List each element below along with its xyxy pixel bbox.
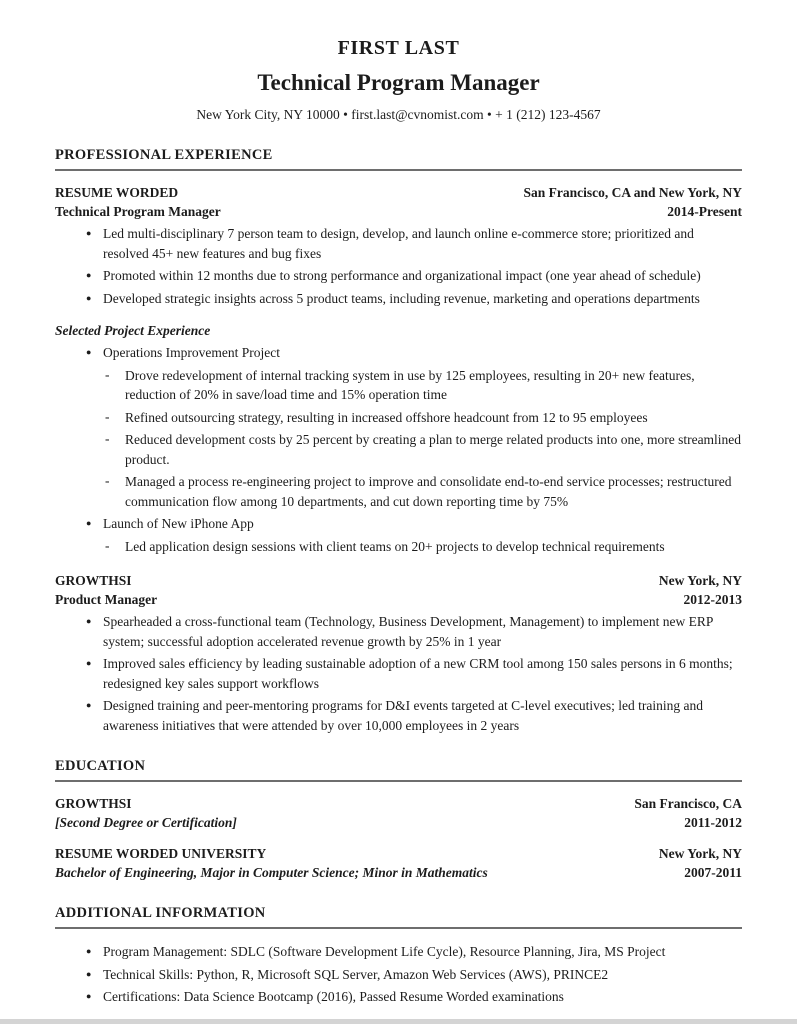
project-detail (55, 472, 742, 511)
bullet-text: Technical Skills: Python, R, Microsoft SQL Server, Amazon Web Services (AWS), PRINCE2 (103, 966, 609, 982)
role-dates: 2014-Present (667, 204, 742, 219)
section-education (55, 758, 742, 882)
project-detail-text: Drove redevelopment of internal tracking system in use by 125 employees, resulting in 20+ new features, reduction of 20% in save/load time and 15% operation time (125, 367, 695, 402)
bullet-text: Improved sales efficiency by leading sustainable adoption of a new CRM tool among 150 sales persons in 6 months; redesigned key sales support workflows (103, 656, 733, 691)
school-name: GROWTHSI (55, 796, 132, 811)
bullet-icon: ● (86, 616, 92, 626)
dash-icon: - (105, 473, 110, 488)
role-dates: 2012-2013 (683, 592, 742, 607)
bullet-icon: ● (86, 347, 92, 357)
bullet-text: Spearheaded a cross-functional team (Technology, Business Development, Management) to implement new ERP system; successful adoption accelerated revenue growth by 25% in 1 year (103, 614, 713, 649)
additional-body (55, 929, 742, 1007)
role-row (55, 590, 742, 609)
degree-dates: 2011-2012 (684, 815, 742, 830)
education-entry (55, 794, 742, 832)
project-item (55, 343, 742, 363)
experience-body (55, 171, 742, 735)
school-location: New York, NY (658, 846, 742, 861)
degree-row (55, 813, 742, 832)
bullet-icon: ● (86, 292, 92, 303)
section-heading-education: EDUCATION (55, 758, 742, 782)
candidate-name: FIRST LAST (337, 37, 460, 59)
resume-header (55, 36, 742, 124)
contact-line: New York City, NY 10000 • first.last@cvnomist.com • + 1 (212) 123-4567 (196, 107, 601, 122)
degree-dates: 2007-2011 (684, 865, 742, 880)
bullet-icon: ● (86, 968, 92, 979)
project-detail-text: Led application design sessions with client teams on 20+ projects to develop technical requirements (125, 538, 665, 554)
bullet-text: Promoted within 12 months due to strong performance and organizational impact (one year ahead of schedule) (103, 268, 701, 283)
job-entry-growthsi (55, 571, 742, 735)
bullet-text: Designed training and peer-mentoring programs for D&I events targeted at C-level executives; led training and awareness initiatives that were attended by over 10,000 employees in 2 years (103, 698, 704, 733)
project-name: Operations Improvement Project (103, 345, 280, 360)
company-row (55, 571, 742, 590)
bullet-icon: ● (86, 270, 92, 280)
bullet-icon: ● (86, 518, 92, 528)
school-row (55, 794, 742, 813)
project-detail-text: Managed a process re-engineering project to improve and consolidate end-to-end service processes; restructured communication flow among 10 departments, and cut down reporting time by 75% (125, 474, 732, 509)
bullet-text: Led multi-disciplinary 7 person team to design, develop, and launch online e-commerce store; prioritized and resolved 45+ new features and bug fixes (103, 226, 694, 261)
experience-bullet (55, 612, 742, 651)
school-row (55, 844, 742, 863)
experience-bullet (55, 289, 742, 309)
additional-bullet (55, 942, 742, 962)
dash-icon: - (105, 408, 110, 424)
projects-subheading: Selected Project Experience (55, 323, 211, 338)
project-detail (55, 537, 742, 557)
bullet-icon: ● (86, 991, 92, 1001)
additional-bullet (55, 987, 742, 1007)
project-detail-text: Refined outsourcing strategy, resulting in increased offshore headcount from 12 to 95 employees (125, 409, 648, 425)
experience-bullet (55, 266, 742, 286)
experience-bullet (55, 654, 742, 693)
school-location: San Francisco, CA (634, 796, 742, 811)
degree-name: [Second Degree or Certification] (55, 815, 237, 830)
bullet-text: Certifications: Data Science Bootcamp (2016), Passed Resume Worded examinations (103, 989, 564, 1004)
company-location: New York, NY (658, 573, 742, 588)
project-detail (55, 430, 742, 469)
degree-name: Bachelor of Engineering, Major in Computer Science; Minor in Mathematics (55, 865, 488, 880)
bullet-icon: ● (86, 946, 92, 956)
degree-row (55, 863, 742, 882)
experience-bullet (55, 696, 742, 735)
candidate-title: Technical Program Manager (257, 70, 540, 95)
company-name: GROWTHSI (55, 573, 132, 588)
bullet-text: Developed strategic insights across 5 product teams, including revenue, marketing and operations departments (103, 290, 700, 306)
role-title: Technical Program Manager (55, 204, 221, 219)
project-item (55, 514, 742, 534)
dash-icon: - (105, 431, 110, 446)
job-entry-resume-worded (55, 183, 742, 556)
bullet-text: Program Management: SDLC (Software Development Life Cycle), Resource Planning, Jira, MS Project (103, 944, 666, 959)
dash-icon: - (105, 537, 110, 553)
role-row (55, 202, 742, 221)
section-professional-experience (55, 147, 742, 735)
section-heading-additional: ADDITIONAL INFORMATION (55, 905, 742, 929)
bullet-icon: ● (86, 228, 92, 238)
page-bottom-edge (0, 1019, 797, 1024)
company-location: San Francisco, CA and New York, NY (523, 185, 742, 200)
project-detail (55, 366, 742, 405)
bullet-icon: ● (86, 658, 92, 668)
project-detail (55, 408, 742, 428)
school-name: RESUME WORDED UNIVERSITY (55, 846, 267, 861)
section-additional-information (55, 905, 742, 1007)
dash-icon: - (105, 366, 110, 382)
education-entry (55, 844, 742, 882)
section-heading-experience: PROFESSIONAL EXPERIENCE (55, 147, 742, 171)
project-name: Launch of New iPhone App (103, 516, 254, 531)
company-name: RESUME WORDED (55, 185, 179, 200)
education-body (55, 782, 742, 882)
project-detail-text: Reduced development costs by 25 percent by creating a plan to merge related products into one, more streamlined product. (125, 432, 742, 467)
role-title: Product Manager (55, 592, 158, 607)
company-row (55, 183, 742, 202)
experience-bullet (55, 224, 742, 263)
bullet-icon: ● (86, 700, 92, 710)
additional-bullet (55, 965, 742, 985)
